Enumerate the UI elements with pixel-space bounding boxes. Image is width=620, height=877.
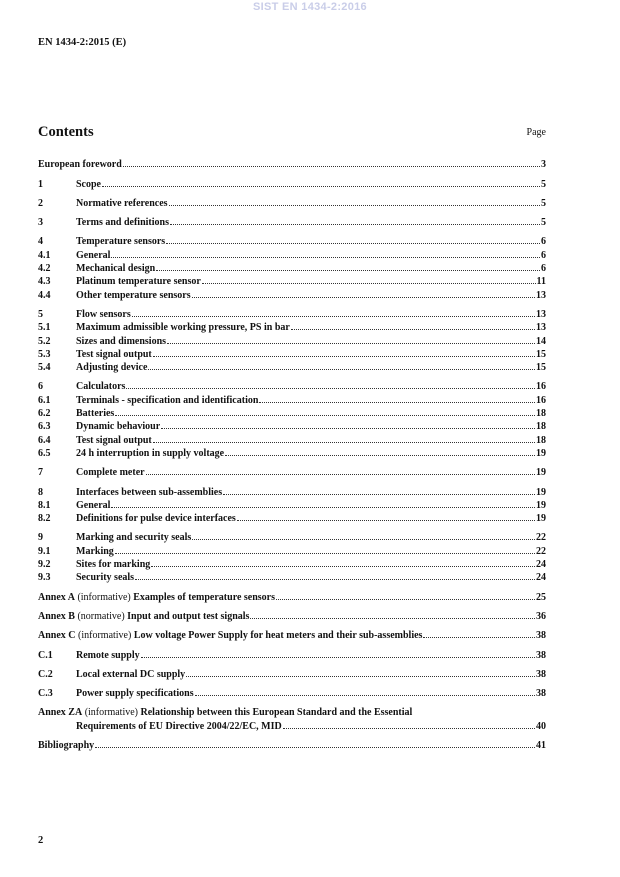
toc-entry[interactable] <box>38 360 546 373</box>
toc-entry-number: 4.3 <box>38 276 51 288</box>
toc-entry-title: Flow sensors <box>76 308 131 320</box>
toc-entry[interactable] <box>38 157 546 170</box>
toc-entry[interactable] <box>38 609 546 622</box>
annex-label: Annex C <box>38 630 76 642</box>
toc-entry-number: 3 <box>38 217 43 229</box>
toc-entry[interactable] <box>38 557 546 570</box>
toc-entry-title: Mechanical design <box>76 263 156 275</box>
toc-entry-title: General <box>76 499 111 511</box>
toc-entry-number: 5.3 <box>38 348 51 360</box>
toc-entry[interactable] <box>38 320 546 333</box>
standard-header: EN 1434-2:2015 (E) <box>38 37 127 48</box>
toc-entry-page: 18 <box>536 421 546 433</box>
toc-entry-number: 7 <box>38 467 43 479</box>
toc-entry-page: 24 <box>536 559 546 571</box>
toc-entry-number: 9.2 <box>38 559 51 571</box>
toc-entry-title: Power supply specifications <box>76 688 194 700</box>
watermark: SIST EN 1434-2:2016 <box>253 1 367 13</box>
toc-entry-page: 19 <box>536 447 546 459</box>
leader-dots <box>166 243 540 244</box>
leader-dots <box>202 283 536 284</box>
toc-entry-number: 6.5 <box>38 447 51 459</box>
toc-entry-page: 5 <box>541 217 546 229</box>
toc-entry-page: 22 <box>536 545 546 557</box>
leader-dots <box>161 428 535 429</box>
toc-entry-number: C.1 <box>38 649 53 661</box>
toc-entry-title: 24 h interruption in supply voltage <box>76 447 225 459</box>
toc-entry-number: 9.3 <box>38 572 51 584</box>
toc-entry[interactable] <box>38 465 546 478</box>
toc-entry-number: 6.3 <box>38 421 51 433</box>
toc-entry-title: Security seals <box>76 572 135 584</box>
toc-entry-title: Adjusting device <box>76 362 148 374</box>
toc-entry-page: 3 <box>541 159 546 171</box>
leader-dots <box>111 257 540 258</box>
toc-entry-number: 4.4 <box>38 289 51 301</box>
toc-entry[interactable] <box>38 589 546 602</box>
toc-entry-page: 19 <box>536 513 546 525</box>
leader-dots <box>195 695 535 696</box>
toc-entry[interactable] <box>38 667 546 680</box>
leader-dots <box>151 566 535 567</box>
leader-dots <box>192 539 535 540</box>
annex-type: (informative) <box>82 707 141 719</box>
toc-entry-title: Calculators <box>76 381 126 393</box>
toc-entry-title: General <box>76 249 111 261</box>
toc-entry-number: 9.1 <box>38 545 51 557</box>
leader-dots <box>146 474 535 475</box>
toc-entry[interactable] <box>38 419 546 432</box>
leader-dots <box>95 747 535 748</box>
toc-entry-number: 4 <box>38 236 43 248</box>
toc-entry-title <box>38 630 422 641</box>
contents-title: Contents <box>38 124 94 140</box>
leader-dots <box>123 166 540 167</box>
toc-entry-title: Platinum temperature sensor <box>76 276 201 288</box>
toc-entry-number: C.3 <box>38 688 53 700</box>
table-of-contents <box>38 157 546 751</box>
toc-entry-page: 13 <box>536 322 546 334</box>
toc-entry-number: 6.2 <box>38 408 51 420</box>
toc-entry[interactable] <box>38 406 546 419</box>
annex-type: (normative) <box>74 610 128 622</box>
toc-entry-page: 19 <box>536 467 546 479</box>
toc-entry-title: Local external DC supply <box>76 668 186 680</box>
leader-dots <box>170 224 540 225</box>
toc-entry[interactable] <box>38 247 546 260</box>
toc-entry-title: Terms and definitions <box>76 217 169 229</box>
toc-entry[interactable] <box>38 543 546 556</box>
annex-type: (informative) <box>74 591 134 603</box>
toc-entry-title: Terminals - specification and identification <box>76 394 259 406</box>
leader-dots <box>115 415 535 416</box>
toc-entry[interactable] <box>38 196 546 209</box>
toc-entry-number: 4.1 <box>38 249 51 261</box>
toc-entry-page: 16 <box>536 394 546 406</box>
page-number: 2 <box>38 835 44 846</box>
leader-dots <box>237 520 535 521</box>
leader-dots <box>135 579 535 580</box>
toc-entry-page: 41 <box>536 739 546 751</box>
toc-entry-page: 24 <box>536 572 546 584</box>
toc-entry-title: Test signal output <box>76 434 152 446</box>
toc-entry[interactable] <box>38 570 546 583</box>
toc-entry[interactable] <box>38 307 546 320</box>
annex-title-line1: Relationship between this European Standard and the Essential <box>140 707 413 719</box>
toc-entry[interactable] <box>38 511 546 524</box>
toc-entry-number: 5.1 <box>38 322 51 334</box>
toc-entry[interactable] <box>38 686 546 699</box>
toc-entry-page: 6 <box>541 263 546 275</box>
leader-dots <box>283 728 535 729</box>
toc-entry-title: Other temperature sensors <box>76 289 191 301</box>
page-column-label: Page <box>526 127 546 138</box>
toc-entry-title: Complete meter <box>76 467 145 479</box>
leader-dots <box>291 329 535 330</box>
toc-entry-number: 9 <box>38 532 43 544</box>
leader-dots <box>259 402 535 403</box>
leader-dots <box>153 356 535 357</box>
annex-title-line2: Requirements of EU Directive 2004/22/EC, MID <box>76 720 282 732</box>
leader-dots <box>169 205 540 206</box>
toc-entry-page: 11 <box>536 276 546 288</box>
contents-heading <box>38 123 546 141</box>
toc-entry[interactable] <box>38 215 546 228</box>
toc-entry[interactable] <box>38 379 546 392</box>
toc-entry-number: 8 <box>38 486 43 498</box>
toc-entry[interactable] <box>38 287 546 300</box>
toc-entry-page: 6 <box>541 249 546 261</box>
toc-entry-page: 13 <box>536 289 546 301</box>
leader-dots <box>225 455 535 456</box>
toc-entry-number: 6.4 <box>38 434 51 446</box>
toc-entry-page: 5 <box>541 178 546 190</box>
leader-dots <box>102 186 540 187</box>
annex-title: Input and output test signals <box>127 610 250 622</box>
toc-entry-bibliography[interactable] <box>38 738 546 751</box>
toc-entry-title <box>38 707 412 718</box>
toc-entry-title <box>38 592 275 603</box>
toc-entry-page: 16 <box>536 381 546 393</box>
toc-entry-page: 15 <box>536 348 546 360</box>
annex-title: Examples of temperature sensors <box>133 591 276 603</box>
toc-entry-number: 6 <box>38 381 43 393</box>
toc-entry[interactable] <box>38 498 546 511</box>
toc-entry-number: 8.1 <box>38 499 51 511</box>
toc-entry[interactable] <box>38 647 546 660</box>
leader-dots <box>115 553 535 554</box>
toc-entry-number: 5.4 <box>38 362 51 374</box>
toc-entry-title: Dynamic behaviour <box>76 421 161 433</box>
toc-entry-page: 38 <box>536 630 546 642</box>
toc-entry-title: Maximum admissible working pressure, PS in bar <box>76 322 290 334</box>
annex-label: Annex A <box>38 591 75 603</box>
toc-entry-title: Normative references <box>76 197 168 209</box>
toc-entry-number: 2 <box>38 197 43 209</box>
toc-entry-number: C.2 <box>38 668 53 680</box>
toc-entry-annex-za[interactable] <box>38 705 546 732</box>
leader-dots <box>132 316 535 317</box>
toc-entry[interactable] <box>38 261 546 274</box>
toc-entry[interactable] <box>38 484 546 497</box>
toc-entry-title: Definitions for pulse device interfaces <box>76 513 236 525</box>
toc-entry-number: 5.2 <box>38 335 51 347</box>
toc-entry-page: 19 <box>536 486 546 498</box>
toc-entry-page: 25 <box>536 591 546 603</box>
toc-entry[interactable] <box>38 530 546 543</box>
toc-entry-title: Marking and security seals <box>76 532 192 544</box>
toc-entry-number: 8.2 <box>38 513 51 525</box>
leader-dots <box>250 618 535 619</box>
toc-entry-number: 5 <box>38 308 43 320</box>
toc-entry-page: 18 <box>536 434 546 446</box>
leader-dots <box>186 676 535 677</box>
toc-entry-page: 18 <box>536 408 546 420</box>
toc-entry-page: 36 <box>536 610 546 622</box>
leader-dots <box>223 494 535 495</box>
toc-entry-page: 5 <box>541 197 546 209</box>
leader-dots <box>423 637 535 638</box>
toc-entry[interactable] <box>38 446 546 459</box>
toc-entry-title: Interfaces between sub-assemblies <box>76 486 223 498</box>
toc-entry-title: European foreword <box>38 159 122 171</box>
toc-entry[interactable] <box>38 628 546 641</box>
toc-entry-page: 15 <box>536 362 546 374</box>
toc-entry-number: 1 <box>38 178 43 190</box>
annex-type: (informative) <box>75 630 134 642</box>
leader-dots <box>192 297 535 298</box>
toc-entry-title: Remote supply <box>76 649 140 661</box>
annex-title: Low voltage Power Supply for heat meters and their sub-assemblies <box>133 630 423 642</box>
toc-entry[interactable] <box>38 333 546 346</box>
toc-entry-title: Bibliography <box>38 739 95 751</box>
toc-entry-title: Temperature sensors <box>76 236 166 248</box>
toc-entry-title: Scope <box>76 178 101 190</box>
toc-entry-title <box>38 611 249 622</box>
leader-dots <box>167 343 535 344</box>
toc-entry-title: Test signal output <box>76 348 152 360</box>
leader-dots <box>148 369 535 370</box>
toc-entry-page: 38 <box>536 668 546 680</box>
leader-dots <box>156 270 540 271</box>
toc-entry-title: Marking <box>76 545 114 557</box>
toc-entry-page: 6 <box>541 236 546 248</box>
annex-label: Annex ZA <box>38 707 83 719</box>
toc-entry[interactable] <box>38 392 546 405</box>
toc-entry-page: 40 <box>536 720 546 732</box>
leader-dots <box>111 507 535 508</box>
toc-entry-title: Sizes and dimensions <box>76 335 167 347</box>
toc-entry-page: 13 <box>536 308 546 320</box>
toc-entry-page: 14 <box>536 335 546 347</box>
leader-dots <box>153 442 535 443</box>
toc-entry-page: 38 <box>536 688 546 700</box>
toc-entry-page: 19 <box>536 499 546 511</box>
toc-entry[interactable] <box>38 347 546 360</box>
annex-label: Annex B <box>38 610 75 622</box>
leader-dots <box>141 657 535 658</box>
toc-entry-page: 22 <box>536 532 546 544</box>
toc-entry-title: Sites for marking <box>76 559 151 571</box>
leader-dots <box>276 599 535 600</box>
toc-entry-title: Batteries <box>76 408 115 420</box>
toc-entry[interactable] <box>38 432 546 445</box>
toc-entry[interactable] <box>38 274 546 287</box>
toc-entry[interactable] <box>38 176 546 189</box>
toc-entry-page: 38 <box>536 649 546 661</box>
toc-entry[interactable] <box>38 234 546 247</box>
leader-dots <box>126 388 535 389</box>
toc-entry-number: 4.2 <box>38 263 51 275</box>
toc-entry-number: 6.1 <box>38 394 51 406</box>
